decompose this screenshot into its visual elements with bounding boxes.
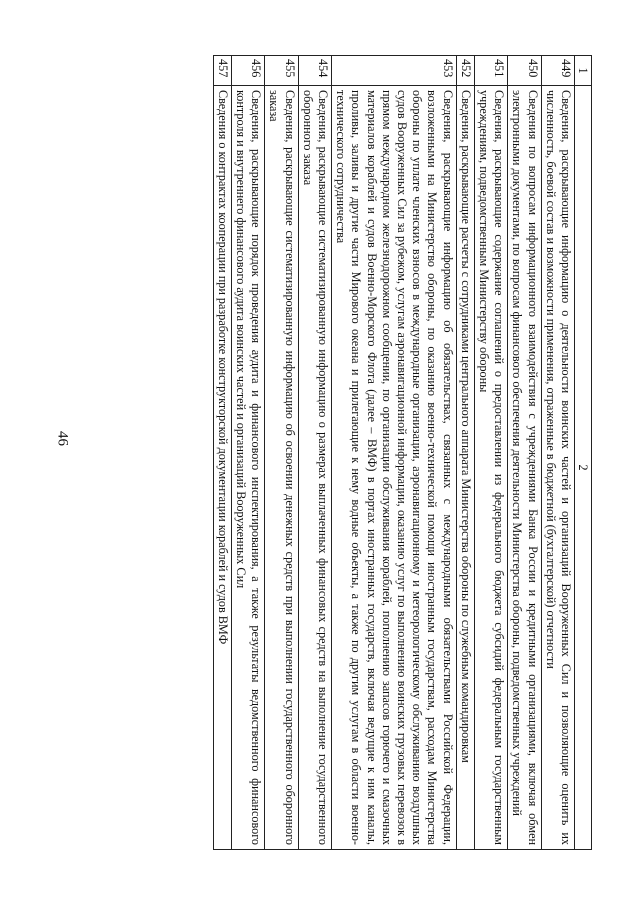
row-text: Сведения по вопросам информационного взаимодействия с учреждениями Банка России и кредитными организациями, включая обмен электронными документами, по вопросам финансового обеспечения деятельности Министерства обороны, подведомственных учреждений (508, 86, 541, 850)
table-row (298, 56, 331, 850)
table-row (541, 56, 574, 850)
row-number: 453 (331, 56, 456, 86)
table-header-row (575, 56, 592, 850)
row-number: 454 (298, 56, 331, 86)
table-row (213, 56, 231, 850)
row-number: 452 (456, 56, 474, 86)
rotated-table-container (112, 55, 592, 850)
row-text: Сведения, раскрывающие содержание соглашений о предоставлении из федерального бюджета субсидий федеральным государственным учреждениям, подведомственным Министерству обороны (474, 86, 507, 850)
row-text: Сведения о контрактах кооперации при разработке конструкторской документации кораблей и судов ВМФ (213, 86, 231, 850)
row-text: Сведения, раскрывающие порядок проведения аудита и финансового инспектирования, а также результаты ведомственного финансового контроля и внутреннего финансового аудита воинских частей и организаций Вооруженных Сил (231, 86, 264, 850)
table-row (474, 56, 507, 850)
row-number: 451 (474, 56, 507, 86)
header-cell-number: 1 (575, 56, 592, 86)
register-table-body (213, 56, 591, 850)
row-text: Сведения, раскрывающие информацию о деятельности воинских частей и организаций Вооруженных Сил и позволяющие оценить их численность, боевой состав и возможности применения, отраженные в бюджетной (бухгалтерской) отчетности (541, 86, 574, 850)
row-text: Сведения, раскрывающие систематизированную информацию об освоении денежных средств при выполнении государственного оборонного заказа (265, 86, 298, 850)
page-number: 46 (54, 431, 71, 446)
row-number: 455 (265, 56, 298, 86)
row-number: 457 (213, 56, 231, 86)
row-text: Сведения, раскрывающие расчеты с сотрудниками центрального аппарата Министерства обороны по служебным командировкам (456, 86, 474, 850)
row-number: 449 (541, 56, 574, 86)
row-number: 456 (231, 56, 264, 86)
table-row (331, 56, 456, 850)
row-number: 450 (508, 56, 541, 86)
row-text: Сведения, раскрывающие систематизированную информацию о размерах выплаченных финансовых средств на выполнение государственного оборонного заказа (298, 86, 331, 850)
table-row (231, 56, 264, 850)
table-row (265, 56, 298, 850)
header-cell-content: 2 (575, 86, 592, 850)
table-row (456, 56, 474, 850)
row-text: Сведения, раскрывающие информацию об обязательствах, связанных с международными обязательствами Российской Федерации, возложенными на Министерство обороны, по оказанию военно-технической помощи иностранным государствам, расходам Министерства обороны по уплате членских взносов в международные организации, аэронавигационному и метеорологическому обслуживанию воздушных судов Вооруженных Сил за рубежом, услугам аэронавигационной информации, оказанию услуг по выполнению воинских грузовых перевозок в прямом международном железнодорожном сообщении, по организации обслуживания кораблей, пополнению запасов горючего и смазочных материалов кораблей и судов Военно-Морского Флота (далее – ВМФ) в портах иностранных государств, включая ведущие к ним каналы, проливы, заливы и другие части Мирового океана и прилегающие к нему водные объекты, а также по другим услугам в области военно-технического сотрудничества (331, 86, 456, 850)
register-table (213, 55, 592, 850)
table-row (508, 56, 541, 850)
